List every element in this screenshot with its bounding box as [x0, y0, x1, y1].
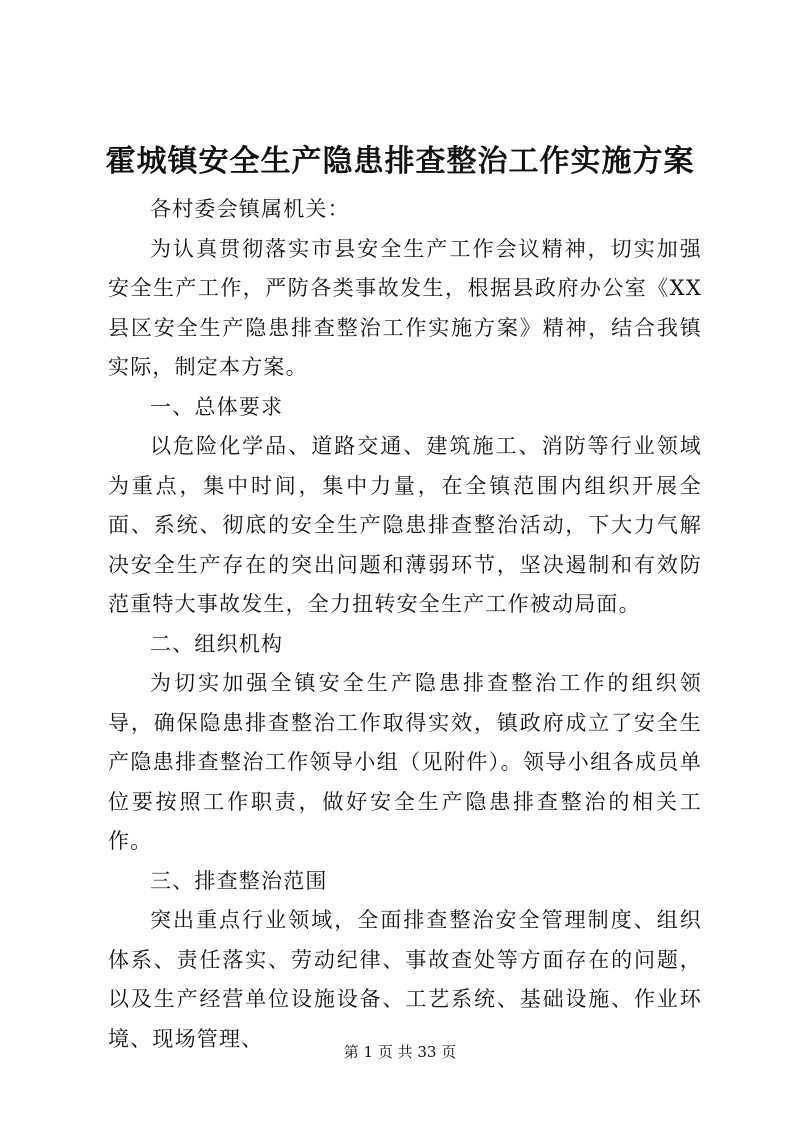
section-heading-organization: 二、组织机构 — [150, 631, 284, 656]
paragraph-intro: 为认真贯彻落实市县安全生产工作会议精神，切实加强安全生产工作，严防各类事故发生，根据县政府办公室《XX县区安全生产隐患排查整治工作实施方案》精神，结合我镇实际，制定本方案。 — [108, 236, 702, 379]
paragraph-general-requirements: 以危险化学品、道路交通、建筑施工、消防等行业领域为重点，集中时间，集中力量，在全镇范围内组织开展全面、系统、彻底的安全生产隐患排查整治活动，下大力气解决安全生产存在的突出问题和薄弱环节，坚决遏制和有效防范重特大事故发生，全力扭转安全生产工作被动局面。 — [108, 434, 702, 616]
salutation: 各村委会镇属机关： — [150, 197, 350, 221]
section-heading-scope: 三、排查整治范围 — [150, 868, 328, 893]
page-number: 第 1 页 共 33 页 — [343, 1043, 457, 1061]
document-title: 霍城镇安全生产隐患排查整治工作实施方案 — [105, 144, 695, 179]
section-heading-general-requirements: 一、总体要求 — [150, 394, 284, 419]
document-body — [108, 190, 702, 1059]
paragraph-organization: 为切实加强全镇安全生产隐患排查整治工作的组织领导，确保隐患排查整治工作取得实效，镇政府成立了安全生产隐患排查整治工作领导小组（见附件）。领导小组各成员单位要按照工作职责，做好安全生产隐患排查整治的相关工作。 — [108, 671, 702, 853]
paragraph-scope: 突出重点行业领域，全面排查整治安全管理制度、组织体系、责任落实、劳动纪律、事故查处等方面存在的问题，以及生产经营单位设施设备、工艺系统、基础设施、作业环境、现场管理、 — [108, 908, 702, 1051]
